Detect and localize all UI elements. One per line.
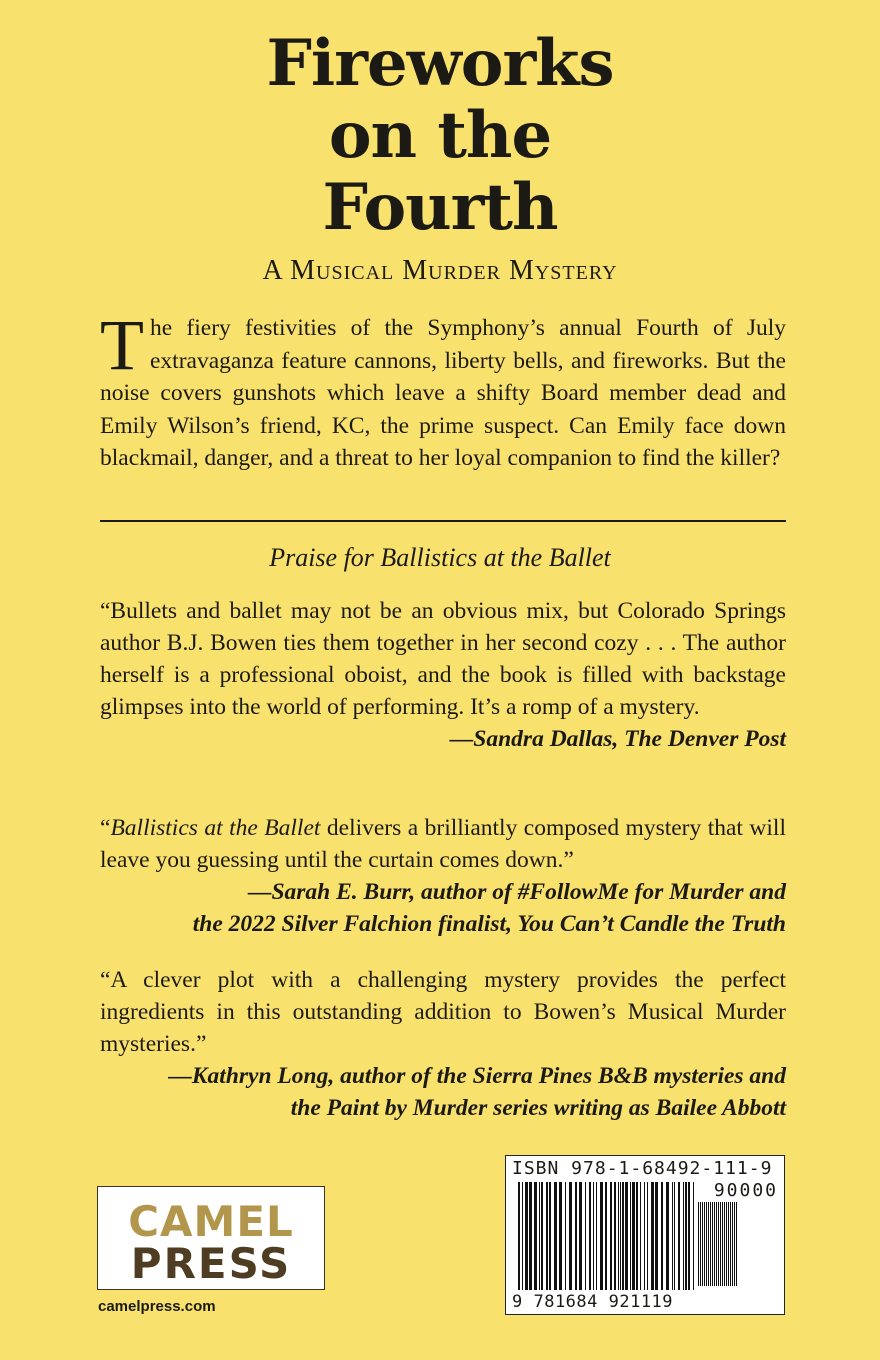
barcode-bar xyxy=(712,1202,713,1286)
quote-attribution-line-1: —Sarah E. Burr, author of #FollowMe for Murder and xyxy=(247,879,786,905)
title-line-2: on the xyxy=(328,98,552,173)
quote-text xyxy=(100,812,786,876)
barcode-bar xyxy=(579,1182,582,1290)
barcode-bar xyxy=(593,1182,594,1290)
review-quote-2 xyxy=(100,812,786,940)
ean-bars xyxy=(518,1182,694,1290)
barcode-bar xyxy=(575,1182,577,1290)
book-blurb xyxy=(100,305,786,475)
title-line-1: Fireworks xyxy=(266,26,614,101)
quote-book-title: Ballistics at the Ballet xyxy=(110,815,321,841)
barcode-bar xyxy=(685,1182,687,1290)
barcode-bar xyxy=(640,1182,641,1290)
drop-cap: T xyxy=(100,305,144,385)
quote-open-mark: “ xyxy=(100,815,111,841)
barcode-bar xyxy=(716,1202,717,1286)
barcode-bar xyxy=(647,1182,648,1290)
blurb-text: he fiery festivities of the Symphony’s annual Fourth of July extravaganza feature cannons, liberty bells, and fireworks. But the noise covers gunshots which leave a shifty Board member dead and Emily Wilson’s friend, KC, the prime suspect. Can Emily face down blackmail, danger, and a threat to her loyal companion to find the killer? xyxy=(100,315,786,471)
logo-line-press: PRESS xyxy=(130,1239,292,1288)
barcode-bar xyxy=(622,1182,624,1290)
barcode-bar xyxy=(636,1182,638,1290)
barcode-bar xyxy=(714,1202,715,1286)
barcode-bar xyxy=(525,1182,528,1290)
barcode-bar xyxy=(596,1182,597,1290)
barcode-bar xyxy=(704,1202,705,1286)
barcode-bar xyxy=(625,1182,628,1290)
barcode-bar xyxy=(518,1182,520,1290)
barcode-bar xyxy=(614,1182,616,1290)
barcode-bar xyxy=(529,1182,532,1290)
barcode-bar xyxy=(549,1182,551,1290)
barcode-bar xyxy=(718,1202,719,1286)
barcode-bar xyxy=(688,1182,690,1290)
barcode-bar xyxy=(722,1202,723,1286)
barcode-bar xyxy=(672,1182,673,1290)
quote-attribution-line-2: the 2022 Silver Falchion finalist, You Can’t Candle the Truth xyxy=(192,911,786,937)
barcode-bar xyxy=(724,1202,725,1286)
barcode-bar xyxy=(651,1182,654,1290)
barcode-bar xyxy=(565,1182,566,1290)
praise-heading: Praise for Ballistics at the Ballet xyxy=(269,543,611,572)
barcode-bar xyxy=(720,1202,721,1286)
barcode-bar xyxy=(700,1202,701,1286)
publisher-website-link[interactable]: camelpress.com xyxy=(98,1298,216,1315)
publisher-logo xyxy=(97,1186,325,1290)
barcode-bar xyxy=(522,1182,523,1290)
barcode-bar xyxy=(605,1182,607,1290)
barcode-bar xyxy=(585,1182,586,1290)
barcode-bar xyxy=(589,1182,591,1290)
review-quote-3 xyxy=(100,964,786,1124)
series-subtitle: A Musical Murder Mystery xyxy=(262,255,618,286)
barcode-bar xyxy=(702,1202,703,1286)
barcode-bar xyxy=(600,1182,603,1290)
barcode-bar xyxy=(683,1182,684,1290)
quote-attribution: —Sandra Dallas, The Denver Post xyxy=(449,726,786,752)
barcode-bar xyxy=(618,1182,619,1290)
quote-body: delivers a brilliantly composed mystery that will leave you guessing until the curtain comes down.” xyxy=(100,815,786,873)
ean-digits: 9 781684 921119 xyxy=(512,1292,674,1312)
logo-line-camel: CAMEL xyxy=(128,1197,294,1246)
barcode-bar xyxy=(546,1182,548,1290)
quote-text: “Bullets and ballet may not be an obvious mix, but Colorado Springs author B.J. Bowen ties them together in her second cozy . . . The author herself is a professional oboist, and the book is filled with backstage glimpses into the world of performing. It’s a romp of a mystery. xyxy=(100,598,786,720)
barcode-bar xyxy=(698,1202,699,1286)
barcode-bar xyxy=(630,1182,631,1290)
barcode-bar xyxy=(569,1182,572,1290)
barcode-bar xyxy=(678,1182,680,1290)
barcode-bar xyxy=(736,1202,737,1286)
barcode-bar xyxy=(655,1182,658,1290)
barcode-bar xyxy=(674,1182,675,1290)
title-line-3: Fourth xyxy=(322,170,558,245)
barcode-bar xyxy=(693,1182,694,1290)
barcode-bar xyxy=(620,1182,621,1290)
barcode-bar xyxy=(559,1182,562,1290)
divider-rule xyxy=(100,520,786,522)
isbn-label: ISBN 978-1-68492-111-9 xyxy=(512,1158,773,1179)
barcode-bar xyxy=(726,1202,727,1286)
barcode-bar xyxy=(554,1182,557,1290)
barcode-bar xyxy=(632,1182,635,1290)
barcode-bar xyxy=(706,1202,707,1286)
barcode-bar xyxy=(534,1182,537,1290)
barcode-bar xyxy=(708,1202,709,1286)
barcode-bar xyxy=(644,1182,645,1290)
barcode-bar xyxy=(732,1202,733,1286)
barcode-bar xyxy=(728,1202,729,1286)
review-quote-1 xyxy=(100,595,786,755)
barcode-bar xyxy=(710,1202,711,1286)
isbn-barcode xyxy=(505,1155,785,1315)
barcode-bar xyxy=(610,1182,612,1290)
barcode-bar xyxy=(539,1182,540,1290)
addon-bars xyxy=(698,1202,776,1286)
barcode-bar xyxy=(666,1182,669,1290)
price-code: 90000 xyxy=(713,1180,778,1201)
barcode-bar xyxy=(661,1182,663,1290)
quote-attribution-line-1: —Kathryn Long, author of the Sierra Pines B&B mysteries and xyxy=(168,1063,786,1089)
barcode-bar xyxy=(734,1202,735,1286)
barcode-bar xyxy=(541,1182,543,1290)
book-title xyxy=(0,28,880,244)
quote-text: “A clever plot with a challenging mystery provides the perfect ingredients in this outstanding addition to Bowen’s Musical Murder mysteries.” xyxy=(100,967,786,1057)
quote-attribution-line-2: the Paint by Murder series writing as Bailee Abbott xyxy=(290,1095,786,1121)
barcode-bar xyxy=(730,1202,731,1286)
